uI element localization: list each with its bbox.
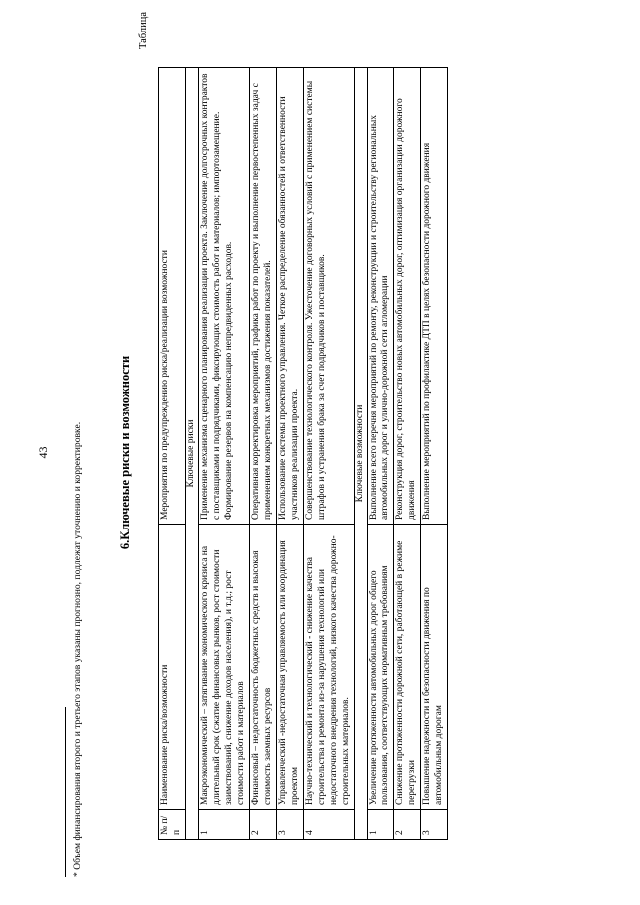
- row-name: Снижение протяженности дорожной сети, работающей в режиме перегрузки: [394, 525, 421, 810]
- footnote: * Объем финансирования второго и третьего этапов указаны прогнозно, подлежат уточнению и корректировке.: [72, 421, 83, 877]
- row-num: 2: [394, 810, 421, 840]
- row-measures: Использование системы проектного управления. Четкое распределение обязанностей и ответственности участников реализации проекта.: [276, 68, 303, 525]
- table-row: [394, 68, 421, 840]
- row-num: 3: [276, 810, 303, 840]
- section-title-risks: Ключевые риски: [185, 68, 198, 840]
- table-row: [198, 68, 249, 840]
- row-measures: Применение механизма сценарного планирования реализации проекта. Заключение долгосрочных контрактов с поставщиками и подрядчиками, фиксирующих стоимость работ и материалов; импортозамещение. Формирование резервов на компенсацию непредвиденных расходов.: [198, 68, 249, 525]
- section-title-opportunities: Ключевые возможности: [354, 68, 367, 840]
- table-row: [276, 68, 303, 840]
- page-number: 43: [36, 446, 50, 459]
- footnote-separator: [65, 707, 66, 877]
- row-measures: Выполнение мероприятий по профилактике ДТП в целях безопасности дорожного движения: [421, 68, 448, 525]
- row-name: Увеличение протяженности автомобильных дорог общего пользования, соответствующих нормативным требованиям: [367, 525, 394, 810]
- row-num: 1: [198, 810, 249, 840]
- row-measures: Выполнение всего перечня мероприятий по ремонту, реконструкции и строительству региональных автомобильных дорог и улично-дорожной сети агломерации: [367, 68, 394, 525]
- table-row: [421, 68, 448, 840]
- row-name: Финансовый – недостаточность бюджетных средств и высокая стоимость заемных ресурсов: [249, 525, 276, 810]
- row-name: Макроэкономический – затягивание экономического кризиса на длительный срок (сжатие финансовых рынков, рост стоимости заимствований, снижение доходов населения), и т.д.; рост стоимости работ и материалов: [198, 525, 249, 810]
- row-measures: Реконструкция дорог, строительство новых автомобильных дорог, оптимизация организации дорожного движения: [394, 68, 421, 525]
- table-caption: Таблица: [138, 12, 149, 50]
- row-measures: Оперативная корректировка мероприятий, графика работ по проекту и выполнение первостепенных задач с применением конкретных механизмов достижения показателей.: [249, 68, 276, 525]
- section-title: 6.Ключевые риски и возможности: [118, 355, 132, 550]
- header-name: Наименование риска/возможности: [159, 525, 186, 810]
- header-measures: Мероприятия по предупреждению риска/реализации возможности: [159, 68, 186, 525]
- row-name: Повышение надежности и безопасности движения по автомобильным дорогам: [421, 525, 448, 810]
- row-num: 1: [367, 810, 394, 840]
- section-row-risks: [185, 68, 198, 840]
- row-name: Научно-технический и технологический - снижение качества строительства и ремонта из-за нарушения технологий или недостаточного внедрения технологий, низкого качества дорожно-строительных материалов.: [303, 525, 354, 810]
- row-num: 4: [303, 810, 354, 840]
- table-row: [303, 68, 354, 840]
- row-measures: Совершенствование технологического контроля. Ужесточение договорных условий с применением системы штрафов и устранения брака за счет подрядчиков и поставщиков.: [303, 68, 354, 525]
- table-row: [249, 68, 276, 840]
- header-num: № п/п: [159, 810, 186, 840]
- risk-table: [158, 67, 448, 840]
- section-row-opportunities: [354, 68, 367, 840]
- row-name: Управленческий -недостаточная управляемость или координация проектом: [276, 525, 303, 810]
- table-header-row: [159, 68, 186, 840]
- row-num: 2: [249, 810, 276, 840]
- table-row: [367, 68, 394, 840]
- row-num: 3: [421, 810, 448, 840]
